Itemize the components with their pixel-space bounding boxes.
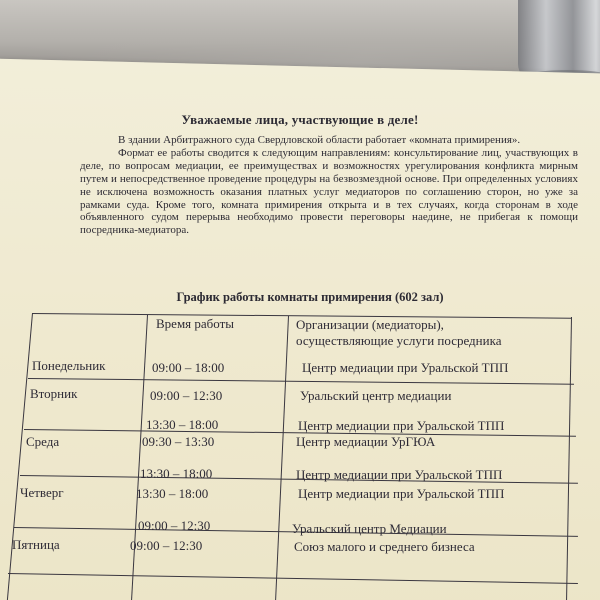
org-cell: Центр медиации при Уральской ТПП	[302, 360, 509, 375]
time-cell: 09:00 – 18:00	[152, 360, 225, 375]
day-wednesday: Среда	[26, 434, 60, 449]
day-monday: Понедельник	[32, 358, 106, 373]
schedule-table	[12, 313, 592, 600]
org-cell: Центр медиации УрГЮА	[296, 434, 436, 449]
table-border-right	[566, 317, 572, 600]
day-tuesday: Вторник	[30, 386, 78, 401]
time-cell: 13:30 – 18:00	[146, 417, 219, 432]
time-cell: 13:30 – 18:00	[140, 466, 213, 481]
table-divider	[28, 378, 574, 385]
org-cell: Уральский центр Медиации	[292, 521, 447, 536]
intro-paragraph-2: Формат ее работы сводится к следующим направлениям: консультирование лиц, участвующих в деле, по вопросам медиации, ее преимуществах и возможностях урегулирования конфликта мирным путем и непосредственное проведение процедуры на безвозмездной основе. При определенных условиях не исключена возможность оказания платных услуг медиаторов по соглашению сторон, но уже за рамками суда. Кроме того, комната примирения открыта и в тех случаях, когда сторонам в ходе объявленного судом перерыва необходимо провести переговоры наедине, не прибегая к помощи посредника-медиатора.	[80, 146, 578, 237]
table-column-divider	[130, 315, 148, 600]
org-cell: Уральский центр медиации	[300, 388, 452, 403]
org-cell: Центр медиации при Уральской ТПП	[298, 418, 505, 433]
day-thursday: Четверг	[20, 485, 64, 500]
table-border-left	[6, 313, 33, 600]
org-cell: Союз малого и среднего бизнеса	[294, 539, 475, 554]
time-cell: 09:30 – 13:30	[142, 434, 215, 449]
day-friday: Пятница	[12, 537, 60, 552]
table-column-divider	[274, 316, 289, 600]
intro-paragraph-1: В здании Арбитражного суда Свердловской области работает «комната примирения».	[118, 134, 521, 146]
org-cell: Центр медиации при Уральской ТПП	[296, 467, 503, 482]
header-org-line2: осуществляющие услуги посредника	[296, 333, 502, 348]
time-cell: 13:30 – 18:00	[136, 486, 209, 501]
schedule-title: График работы комнаты примирения (602 зал)	[176, 290, 444, 304]
header-org-line1: Организации (медиаторы),	[296, 317, 444, 332]
time-cell: 09:00 – 12:30	[138, 518, 211, 533]
table-divider	[8, 573, 578, 584]
document-title: Уважаемые лица, участвующие в деле!	[181, 112, 419, 127]
header-time: Время работы	[156, 316, 235, 331]
intro-text	[80, 134, 578, 237]
org-cell: Центр медиации при Уральской ТПП	[298, 486, 505, 501]
time-cell: 09:00 – 12:30	[150, 388, 223, 403]
time-cell: 09:00 – 12:30	[130, 538, 203, 553]
